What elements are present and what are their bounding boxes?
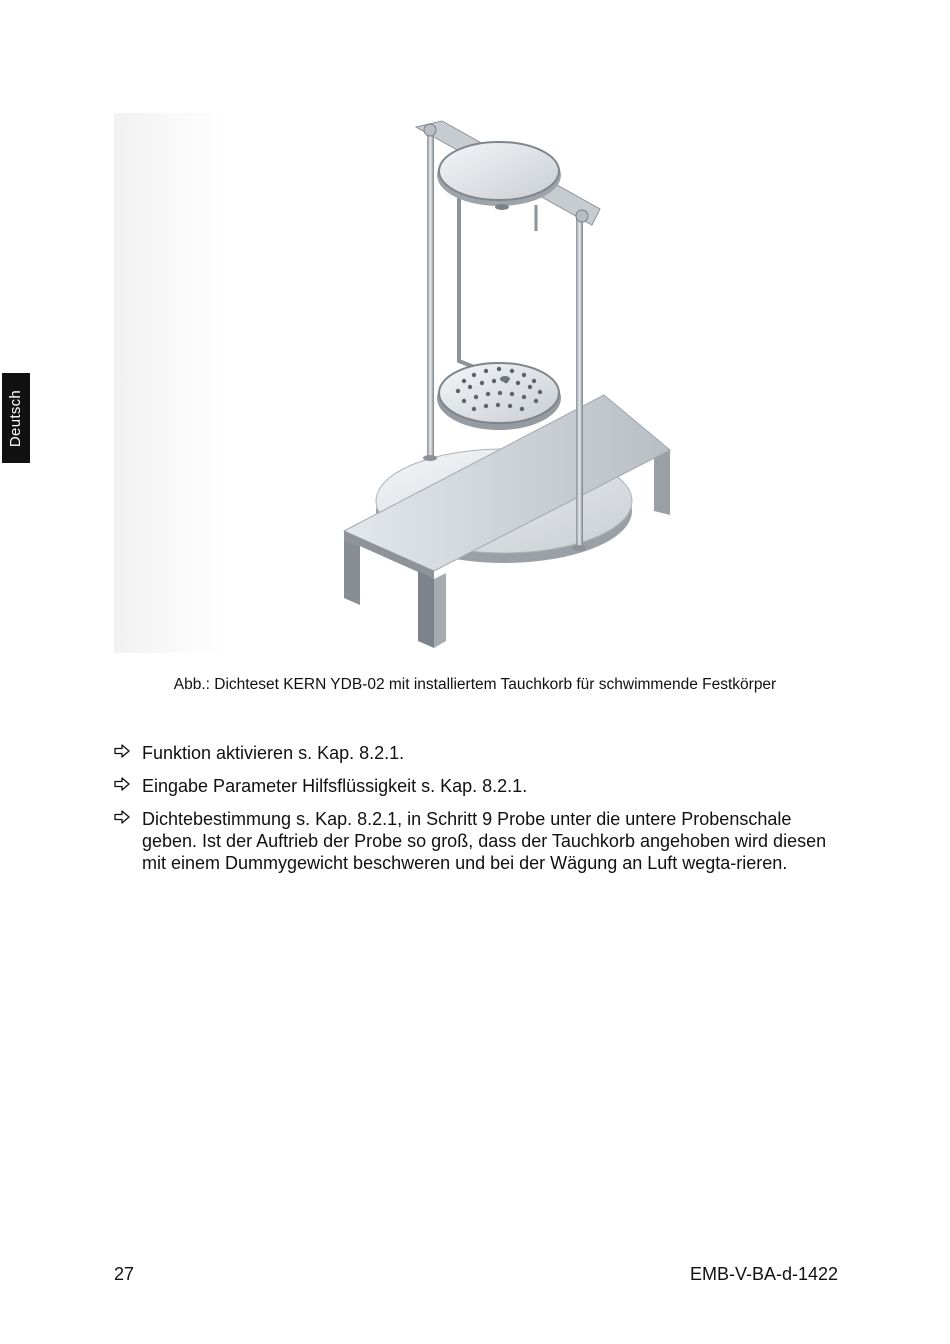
list-item <box>114 808 844 874</box>
language-tab <box>2 373 30 463</box>
instruction-list <box>114 742 844 885</box>
hollow-arrow-right-icon <box>114 775 142 797</box>
step-text: Dichtebestimmung s. Kap. 8.2.1, in Schritt 9 Probe unter die untere Probenschale geben. Ist der Auftrieb der Probe so groß, dass der Tauchkorb angehoben wird diesen mit einem Dummygewicht beschweren und bei der Wägung an Luft wegta-rieren. <box>142 809 827 873</box>
list-item <box>114 775 844 797</box>
page-number: 27 <box>114 1264 135 1284</box>
hollow-arrow-right-icon <box>114 742 142 764</box>
step-text: Funktion aktivieren s. Kap. 8.2.1. <box>142 743 405 763</box>
figure-caption: Abb.: Dichteset KERN YDB-02 mit installiertem Tauchkorb für schwimmende Festkörper <box>173 676 777 693</box>
density-kit-figure <box>114 113 838 653</box>
step-text: Eingabe Parameter Hilfsflüssigkeit s. Kap. 8.2.1. <box>142 776 528 796</box>
list-item <box>114 742 844 764</box>
hollow-arrow-right-icon <box>114 808 142 874</box>
language-tab-label: Deutsch <box>7 389 25 447</box>
density-kit-illustration <box>114 113 838 653</box>
document-code: EMB-V-BA-d-1422 <box>689 1264 838 1284</box>
